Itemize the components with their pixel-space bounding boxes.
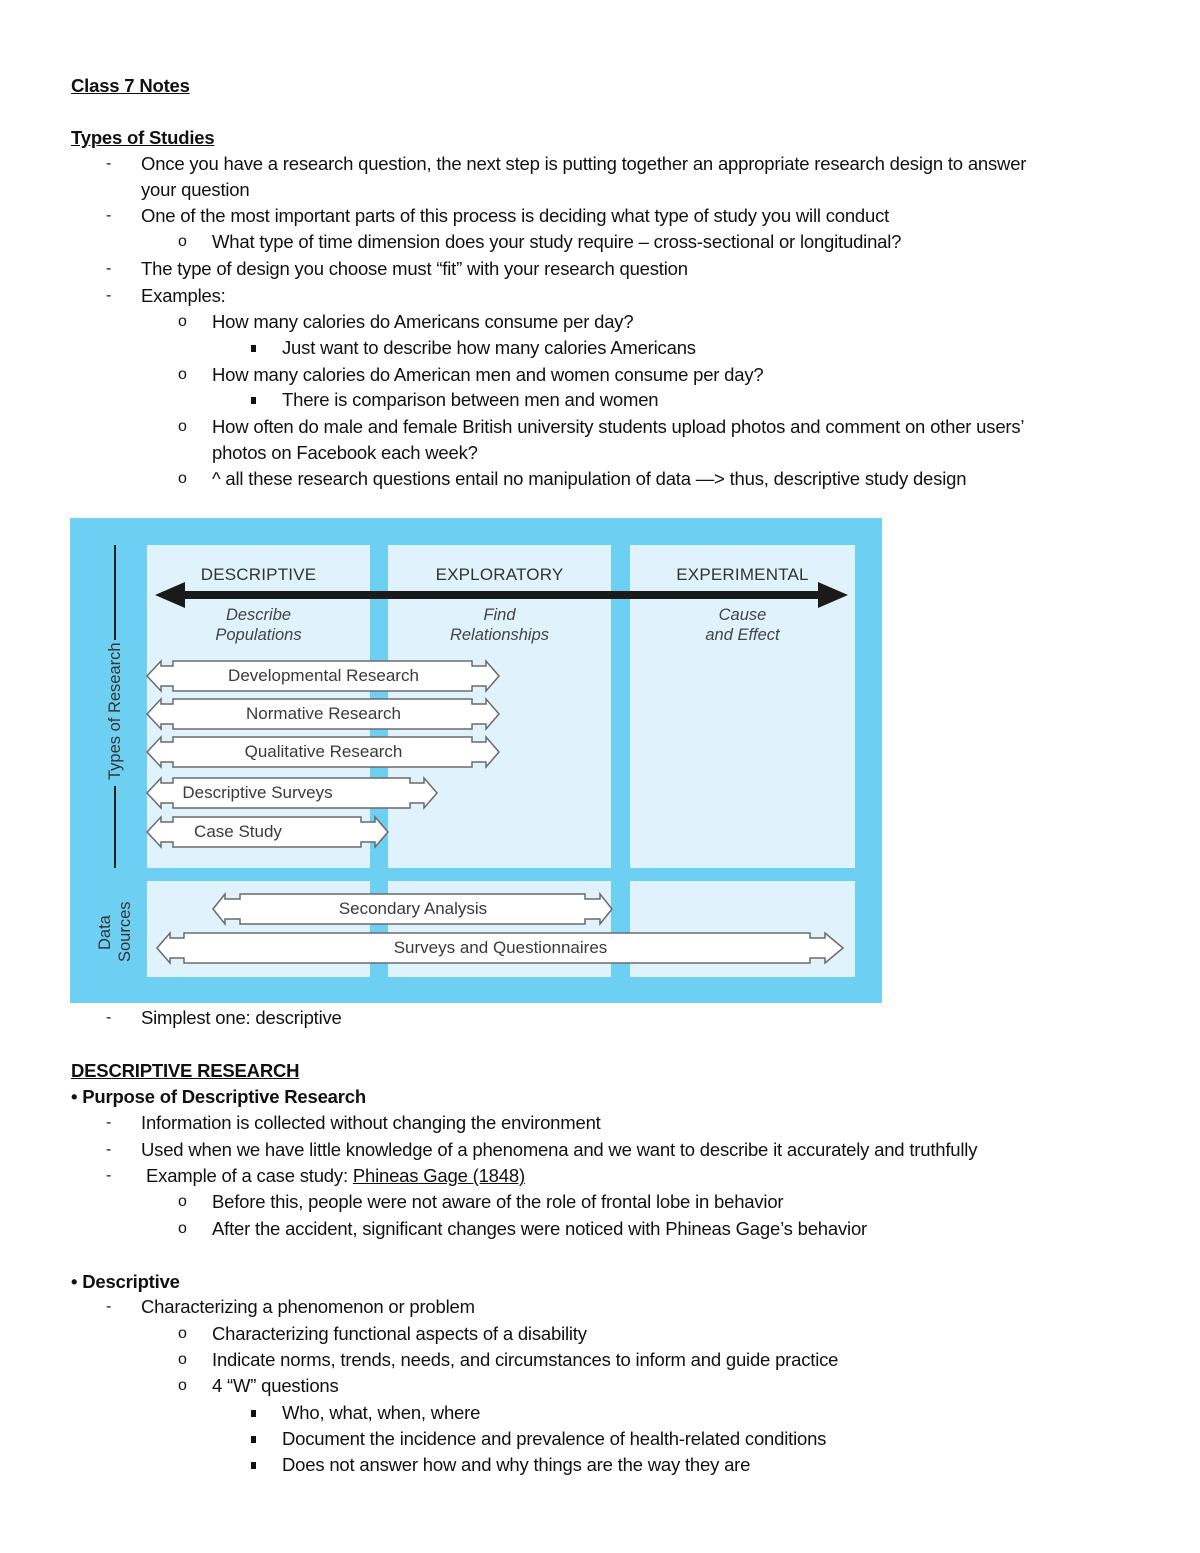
column-subtitle-descriptive: Describe Populations: [215, 606, 302, 644]
dash-marker: -: [106, 207, 112, 224]
list-item-continuation: your question: [141, 179, 250, 200]
column-title-exploratory: EXPLORATORY: [435, 565, 564, 584]
list-item: Example of a case study: Phineas Gage (1848): [146, 1165, 525, 1186]
dash-marker: -: [106, 1141, 112, 1158]
document-title: Class 7 Notes: [71, 75, 190, 96]
list-item: There is comparison between men and women: [282, 389, 659, 410]
circle-marker: o: [178, 1220, 187, 1237]
list-item: How many calories do Americans consume per day?: [212, 311, 634, 332]
list-item-continuation: photos on Facebook each week?: [212, 442, 478, 463]
side-label-types-of-research: Types of Research: [106, 642, 124, 780]
list-item: One of the most important parts of this process is deciding what type of study you will conduct: [141, 205, 890, 226]
dash-marker: -: [106, 1167, 112, 1184]
list-item: Document the incidence and prevalence of health-related conditions: [282, 1428, 827, 1449]
section-heading-types-of-studies: Types of Studies: [71, 127, 215, 148]
list-item: ^ all these research questions entail no manipulation of data —> thus, descriptive study design: [212, 468, 967, 489]
list-item: Simplest one: descriptive: [141, 1007, 342, 1028]
column-title-experimental: EXPERIMENTAL: [676, 565, 809, 584]
circle-marker: o: [178, 1351, 187, 1368]
circle-marker: o: [178, 366, 187, 383]
subheading-purpose: • Purpose of Descriptive Research: [71, 1086, 366, 1107]
list-item: Indicate norms, trends, needs, and circumstances to inform and guide practice: [212, 1349, 839, 1370]
circle-marker: o: [178, 313, 187, 330]
side-label-sources: Sources: [116, 901, 134, 962]
bar-secondary-analysis: Secondary Analysis: [213, 892, 613, 926]
square-bullet-icon: [251, 1436, 256, 1443]
square-bullet-icon: [251, 397, 256, 404]
circle-marker: o: [178, 1193, 187, 1210]
side-label-data: Data: [96, 915, 114, 950]
dash-marker: -: [106, 1009, 112, 1026]
bar-descriptive-surveys: Descriptive Surveys: [147, 776, 438, 810]
circle-marker: o: [178, 1377, 187, 1394]
phineas-gage-link[interactable]: Phineas Gage (1848): [352, 1165, 525, 1186]
column-subtitle-experimental: Cause and Effect: [705, 606, 780, 644]
list-item: Used when we have little knowledge of a phenomena and we want to describe it accurately and truthfully: [141, 1139, 978, 1160]
dash-marker: -: [106, 1114, 112, 1131]
list-item: How often do male and female British university students upload photos and comment on other users’: [212, 416, 1025, 437]
list-item: Characterizing a phenomenon or problem: [141, 1296, 475, 1317]
column-title-descriptive: DESCRIPTIVE: [200, 565, 317, 584]
list-item: Once you have a research question, the next step is putting together an appropriate research design to answer: [141, 153, 1027, 174]
section-heading-descriptive-research: DESCRIPTIVE RESEARCH: [71, 1060, 300, 1081]
list-item: How many calories do American men and women consume per day?: [212, 364, 764, 385]
list-item: Before this, people were not aware of the role of frontal lobe in behavior: [212, 1191, 784, 1212]
bar-surveys-and-questionnaires: Surveys and Questionnaires: [157, 931, 844, 965]
subheading-descriptive: • Descriptive: [71, 1271, 180, 1292]
research-types-diagram: [70, 518, 882, 1003]
list-item: After the accident, significant changes were noticed with Phineas Gage’s behavior: [212, 1218, 867, 1239]
dash-marker: -: [106, 155, 112, 172]
list-item: Characterizing functional aspects of a disability: [212, 1323, 587, 1344]
circle-marker: o: [178, 470, 187, 487]
column-subtitle-exploratory: Find Relationships: [449, 606, 550, 644]
list-item: Does not answer how and why things are the way they are: [282, 1454, 751, 1475]
list-item: Examples:: [141, 285, 226, 306]
bar-qualitative-research: Qualitative Research: [147, 735, 500, 769]
bar-case-study: Case Study: [147, 815, 389, 849]
dash-marker: -: [106, 1298, 112, 1315]
list-item: What type of time dimension does your study require – cross-sectional or longitudinal?: [212, 231, 902, 252]
circle-marker: o: [178, 1325, 187, 1342]
list-item: Who, what, when, where: [282, 1402, 481, 1423]
bar-developmental-research: Developmental Research: [147, 659, 500, 693]
circle-marker: o: [178, 418, 187, 435]
dash-marker: -: [106, 260, 112, 277]
square-bullet-icon: [251, 1410, 256, 1417]
dash-marker: -: [106, 287, 112, 304]
list-item: Information is collected without changing the environment: [141, 1112, 601, 1133]
list-item: Just want to describe how many calories Americans: [282, 337, 696, 358]
list-item: 4 “W” questions: [212, 1375, 339, 1396]
square-bullet-icon: [251, 345, 256, 352]
bar-normative-research: Normative Research: [147, 697, 500, 731]
list-item: The type of design you choose must “fit” with your research question: [141, 258, 688, 279]
square-bullet-icon: [251, 1462, 256, 1469]
circle-marker: o: [178, 233, 187, 250]
